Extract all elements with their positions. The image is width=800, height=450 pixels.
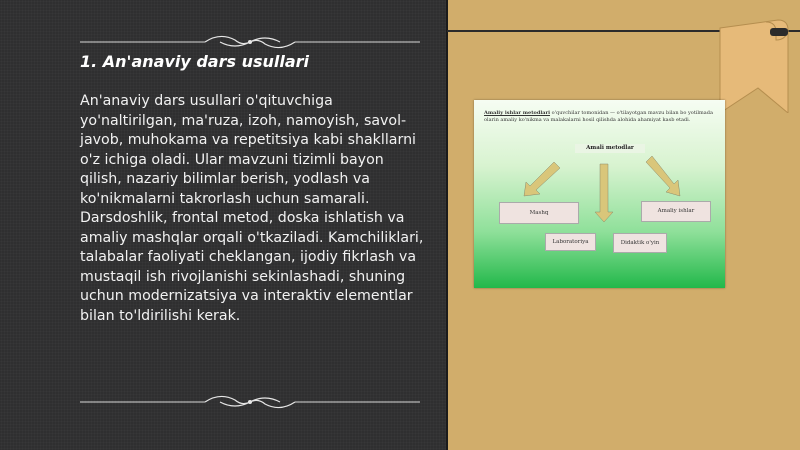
embedded-slide-image bbox=[474, 100, 725, 288]
box-amaliy-ishlar: Amaliy ishlar bbox=[641, 201, 711, 222]
slide-intro-text: o'quvchilar tomonidan — o'tilayotgan mavzu bilan bo yotilmada olarin amaliy ko'nikma va malakalarni hosil qilishda alohida ahamiyat kasb etadi. bbox=[484, 110, 713, 123]
slide-heading: Amali metodlar bbox=[575, 144, 645, 153]
arrow-left-icon bbox=[524, 162, 560, 196]
box-laboratoriya: Laboratoriya bbox=[545, 233, 596, 251]
page-title: 1. An'anaviy dars usullari bbox=[80, 52, 310, 71]
top-ornament-icon bbox=[80, 32, 420, 52]
arrow-down-icon bbox=[595, 164, 613, 222]
slide-intro-label: Amaliy ishlar metodlari bbox=[484, 110, 551, 116]
box-mashq: Mashq bbox=[499, 202, 579, 224]
box-didaktik-oyin: Didaktik o'yin bbox=[613, 233, 667, 253]
body-paragraph: An'anaviy dars usullari o'qituvchiga yo'naltirilgan, ma'ruza, izoh, namoyish, savol-javob, muhokama va repetitsiya kabi shakllarni o'z ichiga oladi. Ular mavzuni tizimli bayon qilish, nazariy bilimlar berish, yodlash va ko'nikmalarni takrorlash uchun samarali. Darsdoshlik, frontal metod, doska ishlatish va amaliy mashqlar orqali o'tkaziladi. Kamchiliklari, talabalar faoliyati cheklangan, ijodiy fikrlash va mustaqil ish rivojlanishi sekinlashadi, shuning uchun modernizatsiya va interaktiv elementlar bilan to'ldirilishi kerak. bbox=[80, 93, 424, 324]
bottom-ornament-icon bbox=[80, 392, 420, 412]
bookmark-ribbon-icon bbox=[718, 18, 790, 113]
arrow-diagram bbox=[474, 100, 725, 288]
panel-divider bbox=[446, 0, 448, 450]
arrow-right-icon bbox=[646, 156, 680, 196]
